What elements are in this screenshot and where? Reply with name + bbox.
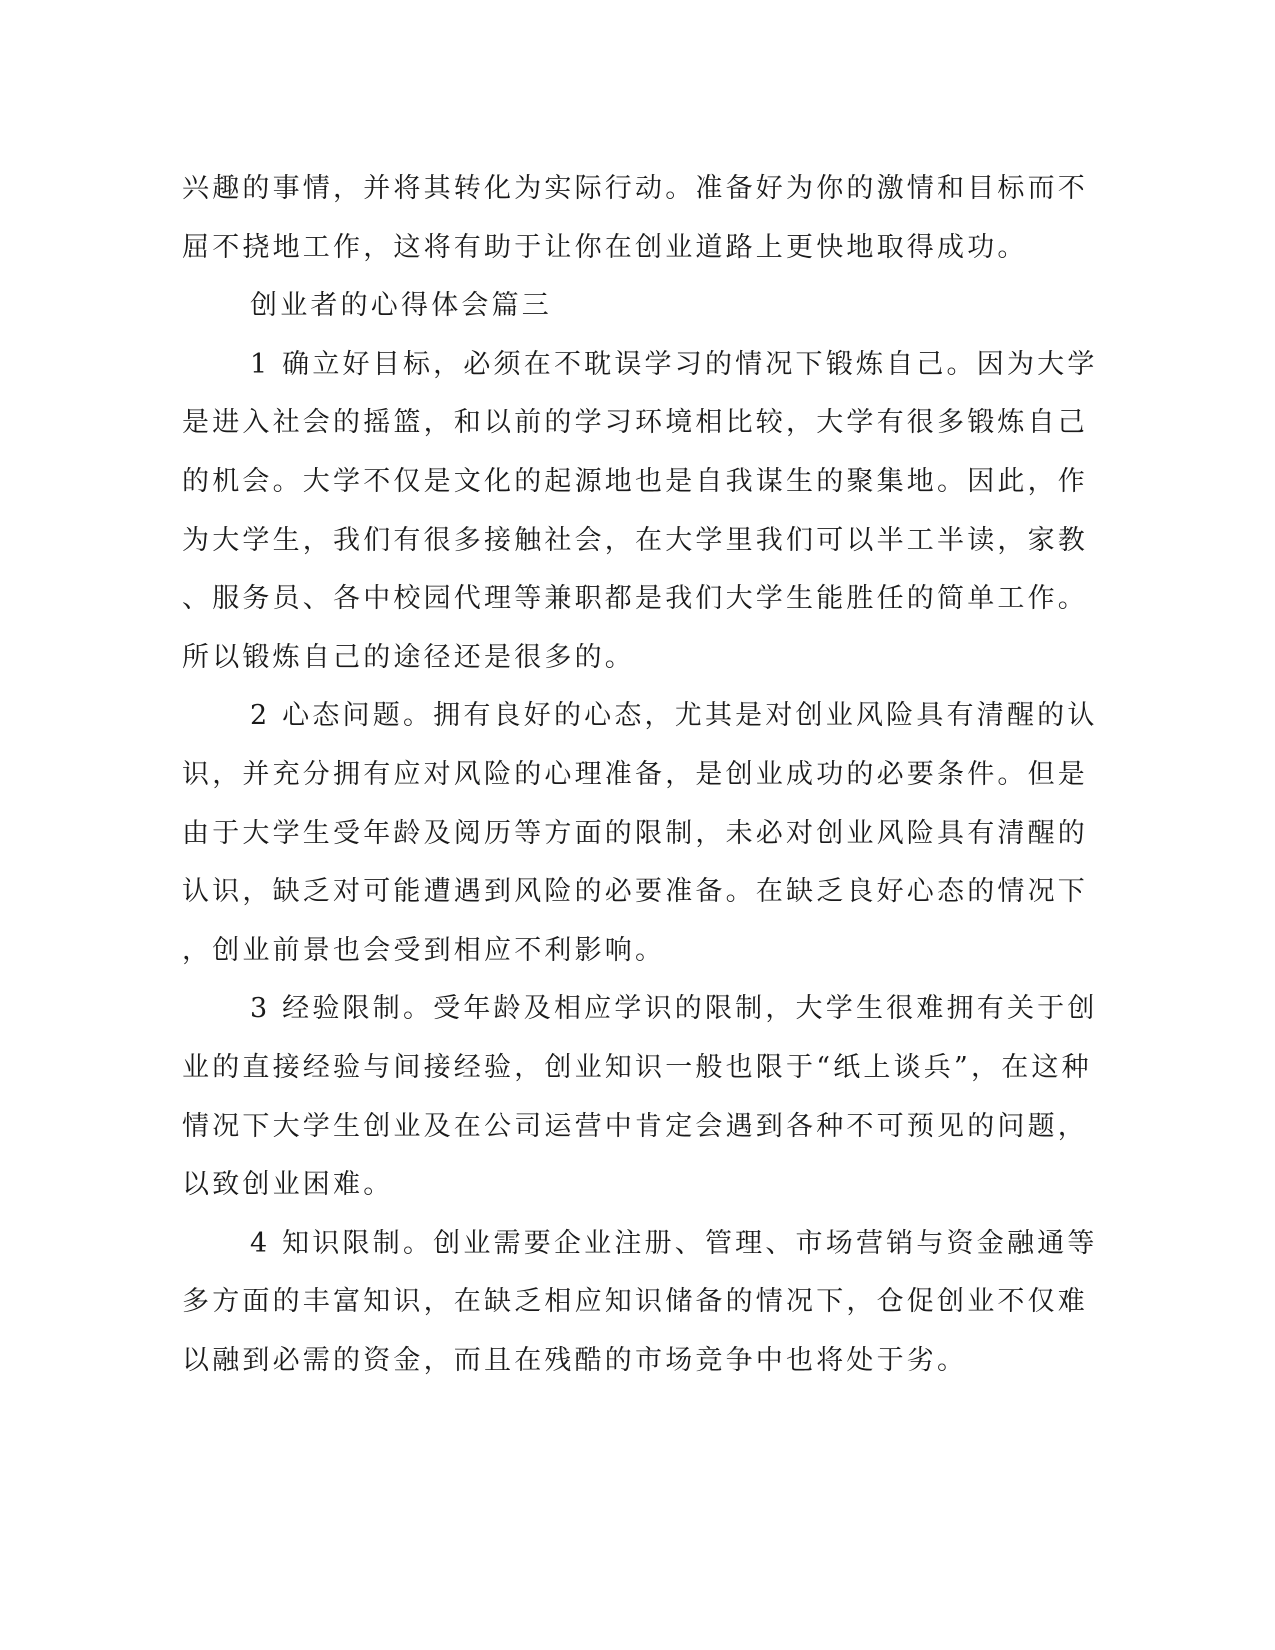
text-line: 是进入社会的摇篮，和以前的学习环境相比较，大学有很多锻炼自己 (182, 407, 1088, 439)
text-line: 3 经验限制。受年龄及相应学识的限制，大学生很难拥有关于创 (250, 993, 1098, 1025)
text-line: 4 知识限制。创业需要企业注册、管理、市场营销与资金融通等 (250, 1227, 1098, 1259)
paragraph-3 (182, 980, 1098, 1214)
paragraph-2 (182, 687, 1098, 980)
text-line: 情况下大学生创业及在公司运营中肯定会遇到各种不可预见的问题， (182, 1110, 1088, 1142)
continuation-paragraph (182, 160, 1088, 277)
text-line: 的机会。大学不仅是文化的起源地也是自我谋生的聚集地。因此，作 (182, 465, 1088, 497)
text-line: 2 心态问题。拥有良好的心态，尤其是对创业风险具有清醒的认 (250, 700, 1098, 732)
section-title: 创业者的心得体会篇三 (250, 290, 552, 322)
section-title-block (182, 277, 1017, 336)
text-line: 业的直接经验与间接经验，创业知识一般也限于“纸上谈兵”，在这种 (182, 1051, 1092, 1083)
text-line: 以融到必需的资金，而且在残酷的市场竞争中也将处于劣。 (182, 1344, 968, 1376)
text-line: 由于大学生受年龄及阅历等方面的限制，未必对创业风险具有清醒的 (182, 817, 1088, 849)
text-line: 所以锻炼自己的途径还是很多的。 (182, 641, 635, 673)
text-line: 兴趣的事情，并将其转化为实际行动。准备好为你的激情和目标而不 (182, 173, 1088, 204)
text-line: ，创业前景也会受到相应不利影响。 (182, 934, 666, 966)
text-line: 以致创业困难。 (182, 1169, 394, 1201)
paragraph-4 (182, 1215, 1098, 1391)
paragraph-1 (182, 336, 1098, 688)
text-line: 1 确立好目标，必须在不耽误学习的情况下锻炼自己。因为大学 (250, 348, 1098, 380)
document-body (182, 160, 1098, 1390)
text-line: 、服务员、各中校园代理等兼职都是我们大学生能胜任的简单工作。 (182, 583, 1088, 615)
text-line: 屈不挠地工作，这将有助于让你在创业道路上更快地取得成功。 (182, 231, 1028, 263)
text-line: 识，并充分拥有应对风险的心理准备，是创业成功的必要条件。但是 (182, 758, 1088, 790)
text-line: 认识，缺乏对可能遭遇到风险的必要准备。在缺乏良好心态的情况下 (182, 876, 1088, 908)
text-line: 多方面的丰富知识，在缺乏相应知识储备的情况下，仓促创业不仅难 (182, 1286, 1088, 1318)
text-line: 为大学生，我们有很多接触社会，在大学里我们可以半工半读，家教 (182, 524, 1088, 556)
